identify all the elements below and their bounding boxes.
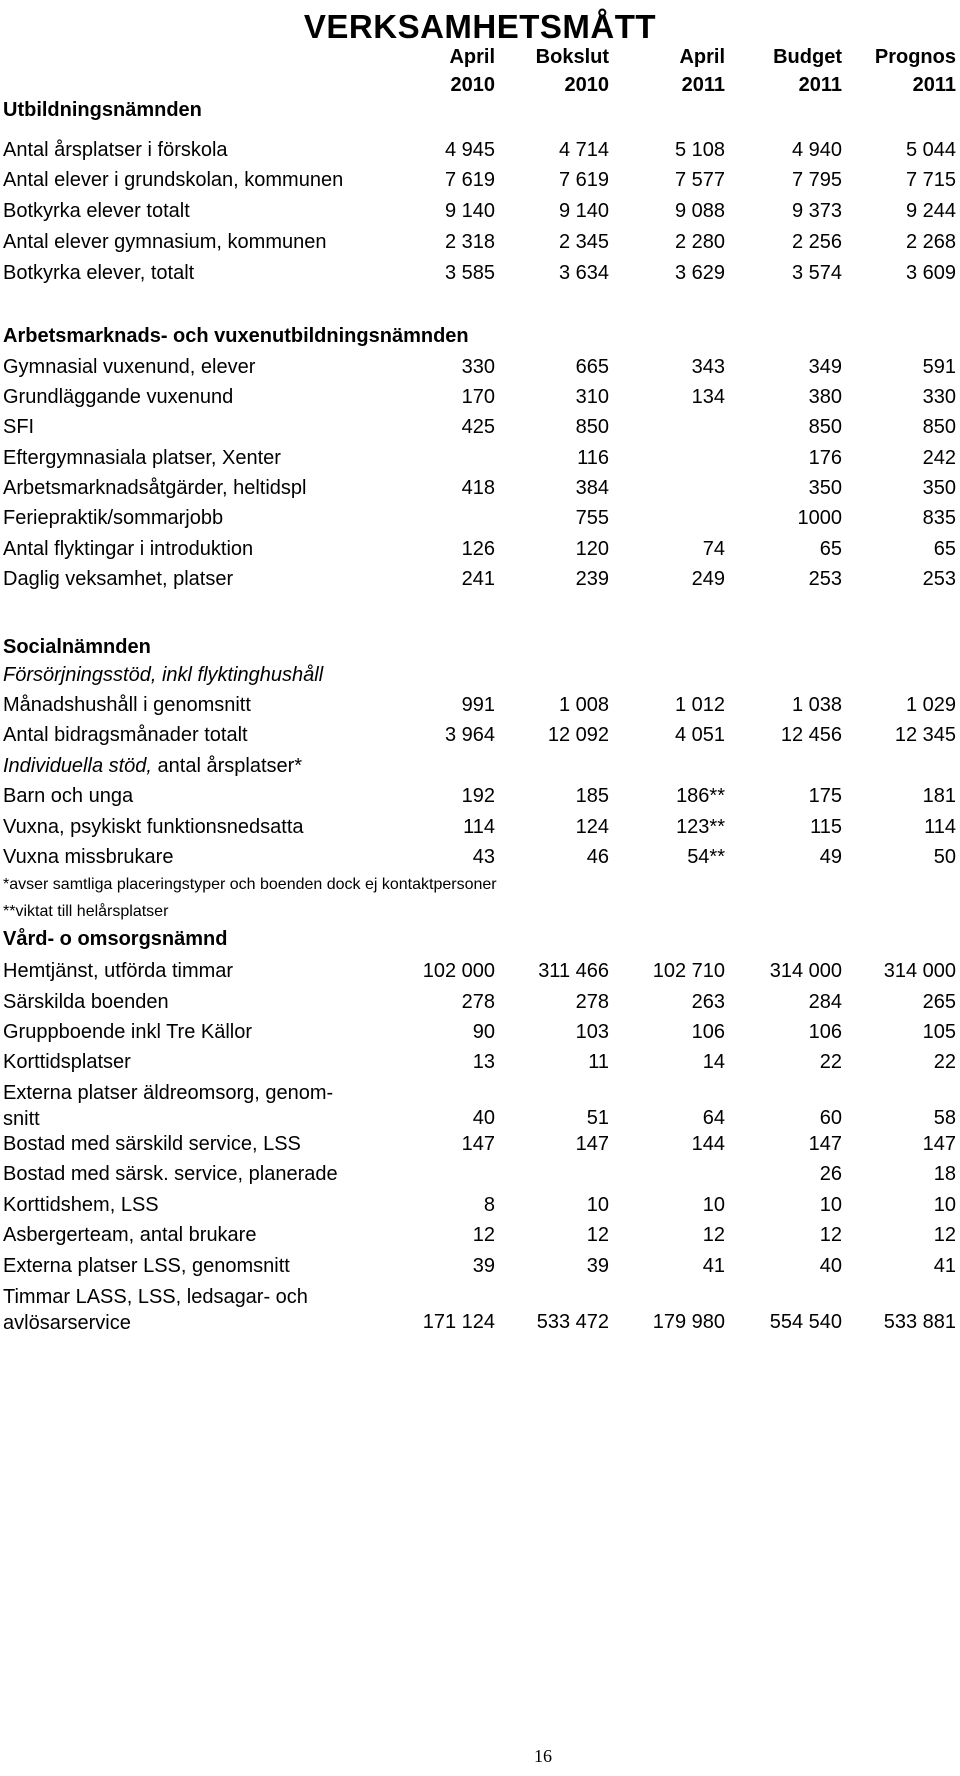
column-header: Budget	[773, 46, 842, 68]
table-cell: 755	[575, 507, 609, 529]
table-cell: 51	[586, 1107, 609, 1129]
table-cell: 147	[808, 1133, 842, 1155]
table-cell: 170	[461, 386, 495, 408]
table-cell: 850	[575, 416, 609, 438]
table-cell: 2 268	[905, 231, 956, 253]
subheading-individuella-stod: Individuella stöd, antal årsplatser*	[3, 755, 303, 777]
footnote-2: **viktat till helårsplatser	[3, 903, 169, 920]
table-cell: 343	[691, 356, 725, 378]
table-cell: 12 456	[780, 724, 842, 746]
section-heading-utbildning: Utbildningsnämnden	[3, 99, 202, 121]
table-cell: 425	[461, 416, 495, 438]
row-label: Antal elever i grundskolan, kommunen	[3, 169, 344, 191]
table-cell: 265	[922, 991, 956, 1013]
table-cell: 103	[575, 1021, 609, 1043]
table-cell: 102 000	[422, 960, 495, 982]
table-cell: 991	[461, 694, 495, 716]
table-cell: 8	[483, 1194, 495, 1216]
table-cell: 12	[933, 1224, 956, 1246]
table-row	[0, 446, 960, 472]
row-label: Feriepraktik/sommarjobb	[3, 507, 224, 529]
table-cell: 310	[575, 386, 609, 408]
table-row	[0, 1132, 960, 1158]
table-row	[0, 693, 960, 719]
table-cell: 64	[702, 1107, 725, 1129]
table-cell: 384	[575, 477, 609, 499]
table-cell: 50	[933, 846, 956, 868]
table-cell: 185	[575, 785, 609, 807]
table-cell: 7 619	[558, 169, 609, 191]
column-header: April	[679, 46, 725, 68]
table-cell: 5 044	[905, 139, 956, 161]
table-cell: 4 714	[558, 139, 609, 161]
table-row	[0, 990, 960, 1016]
row-label: Gruppboende inkl Tre Källor	[3, 1021, 253, 1043]
table-cell: 350	[922, 477, 956, 499]
footnote-1: *avser samtliga placeringstyper och boenden dock ej kontaktpersoner	[3, 876, 497, 893]
column-header-year: 2010	[450, 74, 495, 96]
table-row	[0, 168, 960, 194]
table-cell: 2 345	[558, 231, 609, 253]
table-cell: 74	[702, 538, 725, 560]
table-cell: 330	[461, 356, 495, 378]
row-label: Grundläggande vuxenund	[3, 386, 234, 408]
table-cell: 263	[691, 991, 725, 1013]
row-label: Botkyrka elever, totalt	[3, 262, 195, 284]
table-cell: 43	[472, 846, 495, 868]
table-cell: 2 256	[791, 231, 842, 253]
table-cell: 418	[461, 477, 495, 499]
table-cell: 7 619	[444, 169, 495, 191]
table-cell: 22	[819, 1051, 842, 1073]
table-cell: 102 710	[652, 960, 725, 982]
table-cell: 9 373	[791, 200, 842, 222]
table-row	[0, 1050, 960, 1076]
table-cell: 41	[933, 1255, 956, 1277]
row-label: Antal flyktingar i introduktion	[3, 538, 254, 560]
table-cell: 278	[461, 991, 495, 1013]
table-cell: 14	[702, 1051, 725, 1073]
table-cell: 90	[472, 1021, 495, 1043]
table-cell: 1 038	[791, 694, 842, 716]
table-cell: 330	[922, 386, 956, 408]
table-cell: 2 280	[674, 231, 725, 253]
page-title: VERKSAMHETSMÅTT	[303, 8, 657, 45]
table-cell: 10	[702, 1194, 725, 1216]
table-cell: 124	[575, 816, 609, 838]
table-cell: 850	[922, 416, 956, 438]
table-row	[0, 138, 960, 164]
table-cell: 147	[922, 1133, 956, 1155]
table-cell: 278	[575, 991, 609, 1013]
page-number: 16	[534, 1746, 552, 1766]
table-cell: 114	[924, 816, 956, 838]
table-cell: 106	[808, 1021, 842, 1043]
row-label: Månadshushåll i genomsnitt	[3, 694, 251, 716]
table-cell: 65	[819, 538, 842, 560]
table-cell: 350	[808, 477, 842, 499]
table-cell: 3 634	[558, 262, 609, 284]
table-cell: 176	[808, 447, 842, 469]
table-cell: 4 945	[444, 139, 495, 161]
column-header-year: 2010	[564, 74, 609, 96]
table-cell: 49	[819, 846, 842, 868]
table-row	[0, 1193, 960, 1219]
table-cell: 120	[575, 538, 609, 560]
table-cell: 39	[472, 1255, 495, 1277]
table-cell: 40	[472, 1107, 495, 1129]
table-cell: 46	[586, 846, 609, 868]
column-header-year: 2011	[912, 74, 956, 96]
table-cell: 10	[933, 1194, 956, 1216]
table-cell: 60	[819, 1107, 842, 1129]
row-label: Hemtjänst, utförda timmar	[3, 960, 234, 982]
table-row	[0, 1223, 960, 1249]
table-cell: 249	[691, 568, 725, 590]
table-cell: 134	[691, 386, 725, 408]
table-row	[0, 1284, 960, 1336]
table-cell: 5 108	[674, 139, 725, 161]
table-row	[0, 537, 960, 563]
table-row	[0, 199, 960, 225]
table-cell: 186**	[676, 785, 725, 807]
subheading-forsorjningsstod: Försörjningsstöd, inkl flyktinghushåll	[3, 664, 324, 686]
table-row	[0, 567, 960, 593]
row-label: Bostad med särsk. service, planerade	[3, 1163, 338, 1185]
table-cell: 41	[702, 1255, 725, 1277]
column-header: Prognos	[874, 46, 956, 68]
table-cell: 7 715	[905, 169, 956, 191]
table-cell: 54**	[687, 846, 725, 868]
table-cell: 114	[463, 816, 495, 838]
table-cell: 147	[461, 1133, 495, 1155]
table-cell: 9 244	[905, 200, 956, 222]
table-cell: 2 318	[444, 231, 495, 253]
table-cell: 18	[933, 1163, 956, 1185]
table-row	[0, 845, 960, 871]
table-cell: 7 795	[791, 169, 842, 191]
table-cell: 181	[922, 785, 956, 807]
table-cell: 3 629	[674, 262, 725, 284]
table-cell: 39	[586, 1255, 609, 1277]
row-label: Timmar LASS, LSS, ledsagar- och avlösarservice	[3, 1286, 308, 1334]
table-row	[0, 506, 960, 532]
table-cell: 147	[575, 1133, 609, 1155]
table-cell: 533 881	[883, 1311, 956, 1333]
table-cell: 144	[691, 1133, 725, 1155]
row-label: Antal årsplatser i förskola	[3, 139, 228, 161]
row-label: Vuxna missbrukare	[3, 846, 174, 868]
table-cell: 9 140	[558, 200, 609, 222]
table-cell: 58	[933, 1107, 956, 1129]
table-cell: 123**	[676, 816, 725, 838]
table-row	[0, 1020, 960, 1046]
table-cell: 40	[819, 1255, 842, 1277]
row-label: Korttidshem, LSS	[3, 1194, 159, 1216]
table-cell: 12 345	[894, 724, 956, 746]
table-cell: 26	[819, 1163, 842, 1185]
table-row	[0, 355, 960, 381]
table-cell: 179 980	[652, 1311, 725, 1333]
table-cell: 241	[461, 568, 495, 590]
table-cell: 115	[810, 816, 842, 838]
table-row	[0, 261, 960, 287]
table-cell: 175	[808, 785, 842, 807]
column-header: Bokslut	[535, 46, 609, 68]
table-cell: 835	[922, 507, 956, 529]
table-cell: 4 051	[674, 724, 725, 746]
column-header-row-1	[0, 46, 960, 76]
row-label: Barn och unga	[3, 785, 134, 807]
table-cell: 12	[819, 1224, 842, 1246]
table-cell: 105	[922, 1021, 956, 1043]
table-cell: 284	[808, 991, 842, 1013]
row-label: Korttidsplatser	[3, 1051, 131, 1073]
table-cell: 242	[922, 447, 956, 469]
section-heading-social: Socialnämnden	[3, 636, 151, 658]
table-cell: 314 000	[883, 960, 956, 982]
table-cell: 253	[922, 568, 956, 590]
table-cell: 12 092	[547, 724, 609, 746]
section-heading-arbetsmarknad: Arbetsmarknads- och vuxenutbildningsnämnden	[3, 325, 469, 347]
table-row	[0, 476, 960, 502]
row-label: Vuxna, psykiskt funktionsnedsatta	[3, 816, 304, 838]
table-cell: 65	[933, 538, 956, 560]
table-cell: 1 029	[905, 694, 956, 716]
section-heading-vard: Vård- o omsorgsnämnd	[3, 928, 228, 950]
table-cell: 554 540	[769, 1311, 842, 1333]
table-cell: 116	[577, 447, 609, 469]
row-label: Daglig veksamhet, platser	[3, 568, 234, 590]
row-label: Asbergerteam, antal brukare	[3, 1224, 257, 1246]
table-cell: 3 609	[905, 262, 956, 284]
column-header: April	[449, 46, 495, 68]
table-cell: 7 577	[674, 169, 725, 191]
table-cell: 192	[461, 785, 495, 807]
row-label: Externa platser äldreomsorg, genom-snitt	[3, 1082, 334, 1130]
table-cell: 3 964	[444, 724, 495, 746]
table-row	[0, 385, 960, 411]
column-header-year: 2011	[681, 74, 725, 96]
table-cell: 12	[586, 1224, 609, 1246]
table-row	[0, 784, 960, 810]
table-cell: 850	[808, 416, 842, 438]
table-cell: 591	[922, 356, 956, 378]
table-cell: 106	[691, 1021, 725, 1043]
row-label: Eftergymnasiala platser, Xenter	[3, 447, 281, 469]
row-label: Antal elever gymnasium, kommunen	[3, 231, 327, 253]
row-label: Särskilda boenden	[3, 991, 169, 1013]
table-cell: 665	[575, 356, 609, 378]
table-row	[0, 723, 960, 749]
table-row	[0, 1162, 960, 1188]
table-cell: 1 012	[674, 694, 725, 716]
table-cell: 10	[586, 1194, 609, 1216]
table-cell: 533 472	[536, 1311, 609, 1333]
table-cell: 171 124	[422, 1311, 495, 1333]
table-row	[0, 1254, 960, 1280]
table-row	[0, 1080, 960, 1132]
row-label: Gymnasial vuxenund, elever	[3, 356, 256, 378]
table-cell: 349	[808, 356, 842, 378]
table-cell: 4 940	[791, 139, 842, 161]
table-cell: 3 574	[791, 262, 842, 284]
table-cell: 380	[808, 386, 842, 408]
row-label: SFI	[3, 416, 35, 438]
column-header-year: 2011	[798, 74, 842, 96]
table-cell: 1000	[797, 507, 842, 529]
table-cell: 253	[808, 568, 842, 590]
table-row	[0, 959, 960, 985]
table-row	[0, 230, 960, 256]
row-label: Arbetsmarknadsåtgärder, heltidspl	[3, 477, 307, 499]
table-cell: 314 000	[769, 960, 842, 982]
table-cell: 11	[588, 1051, 609, 1073]
row-label: Antal bidragsmånader totalt	[3, 724, 248, 746]
table-cell: 10	[819, 1194, 842, 1216]
table-cell: 9 140	[444, 200, 495, 222]
row-label: Botkyrka elever totalt	[3, 200, 190, 222]
table-cell: 1 008	[558, 694, 609, 716]
table-cell: 22	[933, 1051, 956, 1073]
table-row	[0, 415, 960, 441]
table-cell: 3 585	[444, 262, 495, 284]
table-cell: 311 466	[538, 960, 609, 982]
table-cell: 239	[575, 568, 609, 590]
table-cell: 13	[472, 1051, 495, 1073]
row-label: Bostad med särskild service, LSS	[3, 1133, 301, 1155]
row-label: Externa platser LSS, genomsnitt	[3, 1255, 290, 1277]
table-row	[0, 815, 960, 841]
table-cell: 9 088	[674, 200, 725, 222]
table-cell: 12	[702, 1224, 725, 1246]
table-cell: 126	[461, 538, 495, 560]
table-cell: 12	[472, 1224, 495, 1246]
